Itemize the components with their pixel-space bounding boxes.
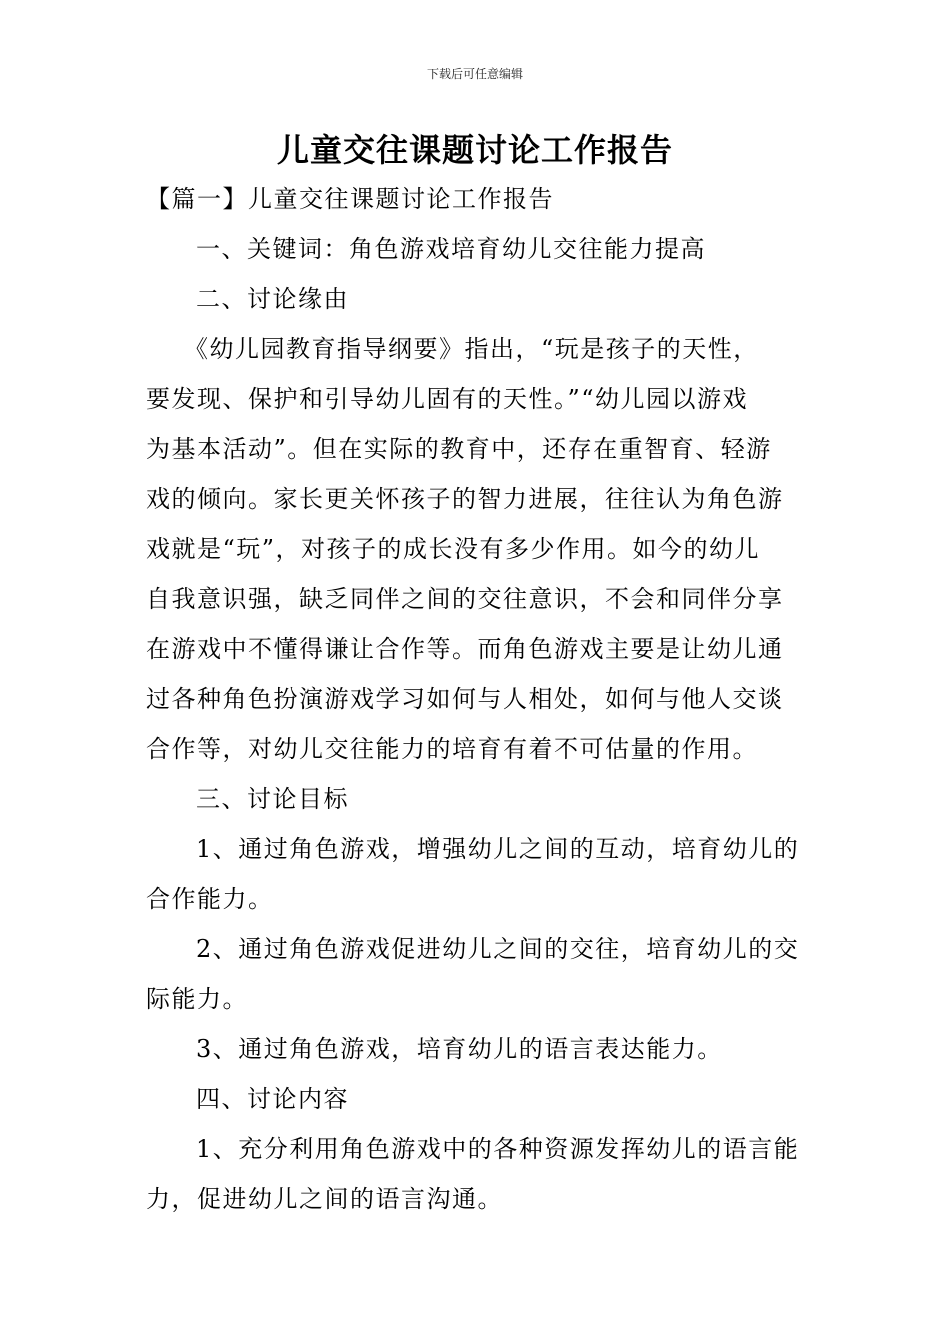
goal-item: 3、通过角色游戏，培育幼儿的语言表达能力。: [196, 1035, 723, 1063]
paragraph-line: 在游戏中不懂得谦让合作等。而角色游戏主要是让幼儿通: [146, 635, 784, 663]
section-heading-part-one: 【篇一】儿童交往课题讨论工作报告: [146, 185, 554, 213]
goal-item: 2、通过角色游戏促进幼儿之间的交往，培育幼儿的交: [196, 935, 800, 963]
paragraph-line: 要发现、保护和引导幼儿固有的天性。”“幼儿园以游戏: [146, 385, 749, 413]
header-note: 下载后可任意编辑: [426, 67, 523, 81]
content-item: 1、充分利用角色游戏中的各种资源发挥幼儿的语言能: [196, 1135, 800, 1163]
paragraph-line: 《幼儿园教育指导纲要》指出，“玩是孩子的天性，: [184, 335, 759, 363]
goal-item-continued: 合作能力。: [146, 885, 274, 913]
paragraph-line: 合作等，对幼儿交往能力的培育有着不可估量的作用。: [146, 735, 758, 763]
paragraph-line: 自我意识强，缺乏同伴之间的交往意识，不会和同伴分享: [146, 585, 784, 613]
paragraph-line: 过各种角色扮演游戏学习如何与人相处，如何与他人交谈: [146, 685, 784, 713]
section-heading-content: 四、讨论内容: [196, 1085, 349, 1113]
document-title: 儿童交往课题讨论工作报告: [276, 131, 673, 169]
document-body: [146, 174, 808, 1224]
section-heading-reason: 二、讨论缘由: [196, 285, 349, 313]
paragraph-line: 戏就是“玩”，对孩子的成长没有多少作用。如今的幼儿: [146, 535, 761, 563]
paragraph-line: 戏的倾向。家长更关怀孩子的智力进展，往往认为角色游: [146, 485, 784, 513]
goal-item: 1、通过角色游戏，增强幼儿之间的互动，培育幼儿的: [196, 835, 800, 863]
keywords-line: 一、关键词：角色游戏培育幼儿交往能力提高: [196, 235, 706, 263]
section-heading-goals: 三、讨论目标: [196, 785, 349, 813]
goal-item-continued: 际能力。: [146, 985, 248, 1013]
content-item-continued: 力，促进幼儿之间的语言沟通。: [146, 1185, 503, 1213]
paragraph-line: 为基本活动”。但在实际的教育中，还存在重智育、轻游: [146, 435, 772, 463]
